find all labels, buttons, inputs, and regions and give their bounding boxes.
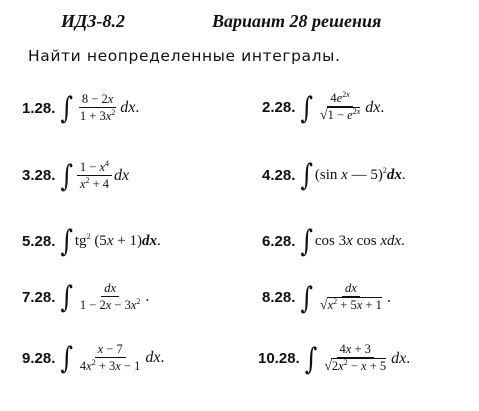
integral-sign: ∫ (60, 158, 73, 194)
fraction: $\frac{4x + 3}{√2x^2 - x + 5}$ (324, 342, 387, 375)
integral-sign: ∫ (304, 341, 318, 377)
integral-sign: ∫ (60, 90, 73, 126)
integral-sign: ∫ (300, 90, 313, 126)
integral-sign: ∫ (300, 223, 313, 259)
problem-number: 2.28. (262, 99, 296, 117)
problem-3: 3.28. ∫ $\frac{1 - x^4}{x^2 + 4}$ dx (22, 158, 130, 194)
fraction: $\frac{dx}{1 - 2x - 3x^2}$ (79, 281, 141, 313)
problem-4: 4.28. ∫ (sin x — 5)$^2$ dx . (262, 157, 406, 193)
integral-sign: ∫ (60, 223, 73, 259)
problem-1: 1.28. ∫ $\frac{8 - 2x}{1 + 3x^2}$ dx . (22, 90, 140, 126)
integral-sign: ∫ (300, 280, 313, 316)
fraction: $\frac{dx}{√x^2 + 5x + 1}$ (319, 281, 382, 314)
problem-number: 3.28. (22, 167, 56, 185)
problem-5: 5.28. ∫ $tg^2$ (5x + 1) dx . (22, 223, 161, 259)
fraction: $\frac{4e^{2x}}{√1 - e^{2x}}$ (319, 90, 361, 124)
problem-number: 1.28. (22, 99, 56, 117)
fraction: $\frac{x - 7}{4x^2 + 3x - 1}$ (79, 342, 141, 374)
integral-sign: ∫ (60, 340, 73, 376)
problem-10: 10.28. ∫ $\frac{4x + 3}{√2x^2 - x + 5}$ dx . (258, 341, 411, 377)
problem-number: 7.28. (22, 288, 56, 306)
assignment-title: ИДЗ-8.2 (61, 11, 125, 31)
problem-number: 4.28. (262, 166, 296, 184)
problem-9: 9.28. ∫ $\frac{x - 7}{4x^2 + 3x - 1}$ dx . (22, 340, 165, 376)
problem-7: 7.28. ∫ $\frac{dx}{1 - 2x - 3x^2}$ . (22, 279, 150, 315)
integral-sign: ∫ (300, 157, 313, 193)
fraction: $\frac{8 - 2x}{1 + 3x^2}$ (79, 92, 116, 124)
integral-sign: ∫ (60, 279, 73, 315)
problem-number: 8.28. (262, 289, 296, 307)
problem-8: 8.28. ∫ $\frac{dx}{√x^2 + 5x + 1}$ . (262, 280, 391, 316)
fraction: $\frac{1 - x^4}{x^2 + 4}$ (77, 160, 112, 192)
problem-number: 6.28. (262, 232, 296, 250)
problem-number: 9.28. (22, 349, 56, 367)
variant-title: Вариант 28 решения (212, 11, 382, 31)
problem-number: 10.28. (258, 350, 300, 368)
instruction-text: Найти неопределенные интегралы. (28, 47, 341, 65)
problem-2: 2.28. ∫ $\frac{4e^{2x}}{√1 - e^{2x}}$ dx . (262, 90, 385, 126)
problem-number: 5.28. (22, 232, 56, 250)
problem-6: 6.28. ∫ cos 3x cos x dx . (262, 223, 405, 259)
